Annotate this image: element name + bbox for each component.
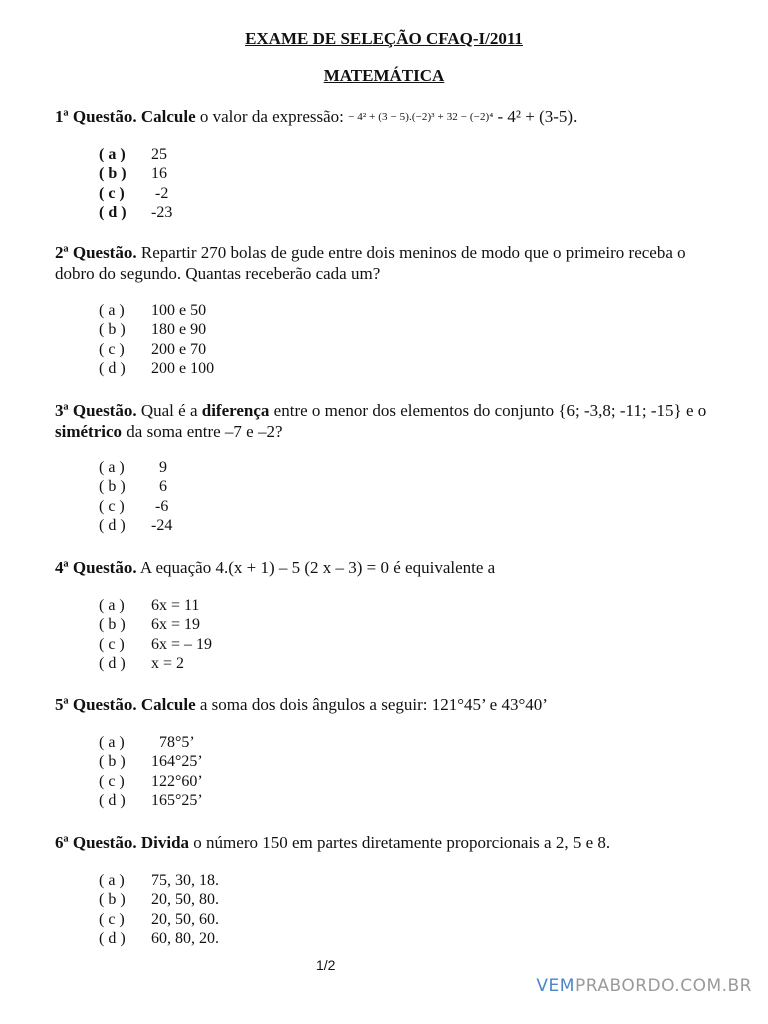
option-label: ( c )	[99, 184, 125, 202]
option	[99, 871, 219, 890]
question-text: Qual é a	[140, 401, 198, 420]
option-value: x = 2	[151, 654, 185, 672]
option-label: ( d )	[99, 203, 127, 221]
question-text: entre o menor dos elementos do conjunto {6; -3,8; -11; -15} e o	[273, 401, 707, 420]
question-number: 5ª Questão.	[55, 695, 137, 714]
option-value: 200 e 70	[151, 340, 207, 358]
option	[99, 733, 203, 752]
option-value: 165°25’	[151, 791, 203, 809]
emphasis-difference: diferença	[201, 401, 270, 420]
option-value: -2	[151, 184, 169, 202]
question-text: Repartir 270 bolas de gude entre dois meninos de modo que o primeiro receba o dobro do segundo. Quantas receberão cada um?	[55, 243, 686, 283]
math-expression: − 4² + (3 − 5).(−2)³ + 32 − (−2)⁴	[348, 111, 494, 123]
options-q1	[99, 145, 172, 222]
question-verb: Calcule	[140, 107, 196, 126]
option	[99, 184, 172, 203]
option-value: 122°60’	[151, 772, 203, 790]
watermark	[536, 976, 752, 996]
option-value: 20, 50, 60.	[151, 910, 219, 928]
option-label: ( c )	[99, 635, 125, 653]
option-label: ( b )	[99, 891, 126, 909]
exam-title: EXAME DE SELEÇÃO CFAQ-I/2011	[245, 29, 523, 48]
option-label: ( b )	[99, 321, 126, 339]
option-label: ( d )	[99, 359, 126, 377]
option-label: ( d )	[99, 791, 126, 809]
option	[99, 615, 212, 634]
question-number: 4ª Questão.	[55, 558, 137, 577]
question-4	[55, 557, 715, 578]
option-value: 6	[151, 478, 167, 496]
option	[99, 654, 212, 673]
question-text: A equação 4.(x + 1) – 5 (2 x – 3) = 0 é equivalente a	[139, 558, 496, 577]
option	[99, 203, 172, 222]
option-label: ( c )	[99, 910, 125, 928]
question-verb: Divida	[140, 833, 190, 852]
question-text: da soma entre –7 e –2?	[126, 422, 283, 441]
option-value: 16	[151, 165, 167, 183]
option	[99, 910, 219, 929]
options-q2	[99, 301, 214, 378]
option	[99, 791, 203, 810]
option-label: ( a )	[99, 459, 125, 476]
question-number: 1ª Questão.	[55, 107, 137, 126]
option-value: 6x = 19	[151, 616, 201, 634]
question-number: 6ª Questão.	[55, 833, 137, 852]
option-label: ( d )	[99, 654, 126, 672]
option	[99, 477, 172, 496]
option	[99, 164, 172, 183]
option-label: ( c )	[99, 340, 125, 358]
question-number: 3ª Questão.	[55, 401, 137, 420]
option-label: ( d )	[99, 516, 126, 534]
question-3	[55, 400, 715, 442]
option-value: 25	[151, 146, 167, 163]
question-number: 2ª Questão.	[55, 243, 137, 262]
option-value: 6x = – 19	[151, 635, 213, 653]
option-label: ( b )	[99, 753, 126, 771]
option-value: 180 e 90	[151, 321, 207, 339]
question-text: o número 150 em partes diretamente proporcionais a 2, 5 e 8.	[193, 833, 611, 852]
option	[99, 929, 219, 948]
option-label: ( b )	[99, 616, 126, 634]
options-q6	[99, 871, 219, 948]
question-text-tail: - 4² + (3-5).	[497, 107, 578, 126]
option-label: ( a )	[99, 302, 125, 319]
option-value: 20, 50, 80.	[151, 891, 219, 909]
option-label: ( a )	[99, 146, 126, 163]
option-value: 100 e 50	[151, 302, 207, 319]
options-q4	[99, 596, 212, 673]
subject-title: MATEMÁTICA	[323, 66, 445, 85]
option	[99, 752, 203, 771]
option-value: 78°5’	[151, 734, 195, 751]
option	[99, 340, 214, 359]
question-text: o valor da expressão:	[199, 107, 344, 126]
option	[99, 772, 203, 791]
question-5	[55, 694, 715, 715]
question-verb: Calcule	[140, 695, 196, 714]
option	[99, 497, 172, 516]
option	[99, 458, 172, 477]
option-label: ( c )	[99, 497, 125, 515]
option-label: ( d )	[99, 929, 126, 947]
question-text: a soma dos dois ângulos a seguir: 121°45’ e 43°40’	[199, 695, 548, 714]
option-value: 60, 80, 20.	[151, 929, 219, 947]
question-1	[55, 106, 715, 128]
option	[99, 145, 172, 164]
question-2	[55, 242, 715, 284]
option-value: 6x = 11	[151, 597, 200, 614]
options-q5	[99, 733, 203, 810]
option-label: ( c )	[99, 772, 125, 790]
option	[99, 359, 214, 378]
option-value: 75, 30, 18.	[151, 872, 219, 889]
option	[99, 516, 172, 535]
option-label: ( a )	[99, 734, 125, 751]
option-label: ( a )	[99, 872, 125, 889]
option	[99, 320, 214, 339]
options-q3	[99, 458, 172, 535]
option	[99, 301, 214, 320]
watermark-domain: PRABORDO.COM.BR	[574, 976, 752, 996]
watermark-brand: VEM	[536, 976, 575, 996]
option-value: -24	[151, 516, 173, 534]
option	[99, 890, 219, 909]
option-label: ( b )	[99, 165, 127, 183]
option-value: 200 e 100	[151, 359, 215, 377]
option-label: ( b )	[99, 478, 126, 496]
option-value: 9	[151, 459, 167, 476]
option	[99, 635, 212, 654]
option-value: -23	[151, 203, 173, 221]
option-value: 164°25’	[151, 753, 203, 771]
page-number: 1/2	[316, 957, 336, 973]
option	[99, 596, 212, 615]
question-6	[55, 832, 715, 853]
option-value: -6	[151, 497, 169, 515]
option-label: ( a )	[99, 597, 125, 614]
emphasis-symmetric: simétrico	[55, 422, 123, 441]
